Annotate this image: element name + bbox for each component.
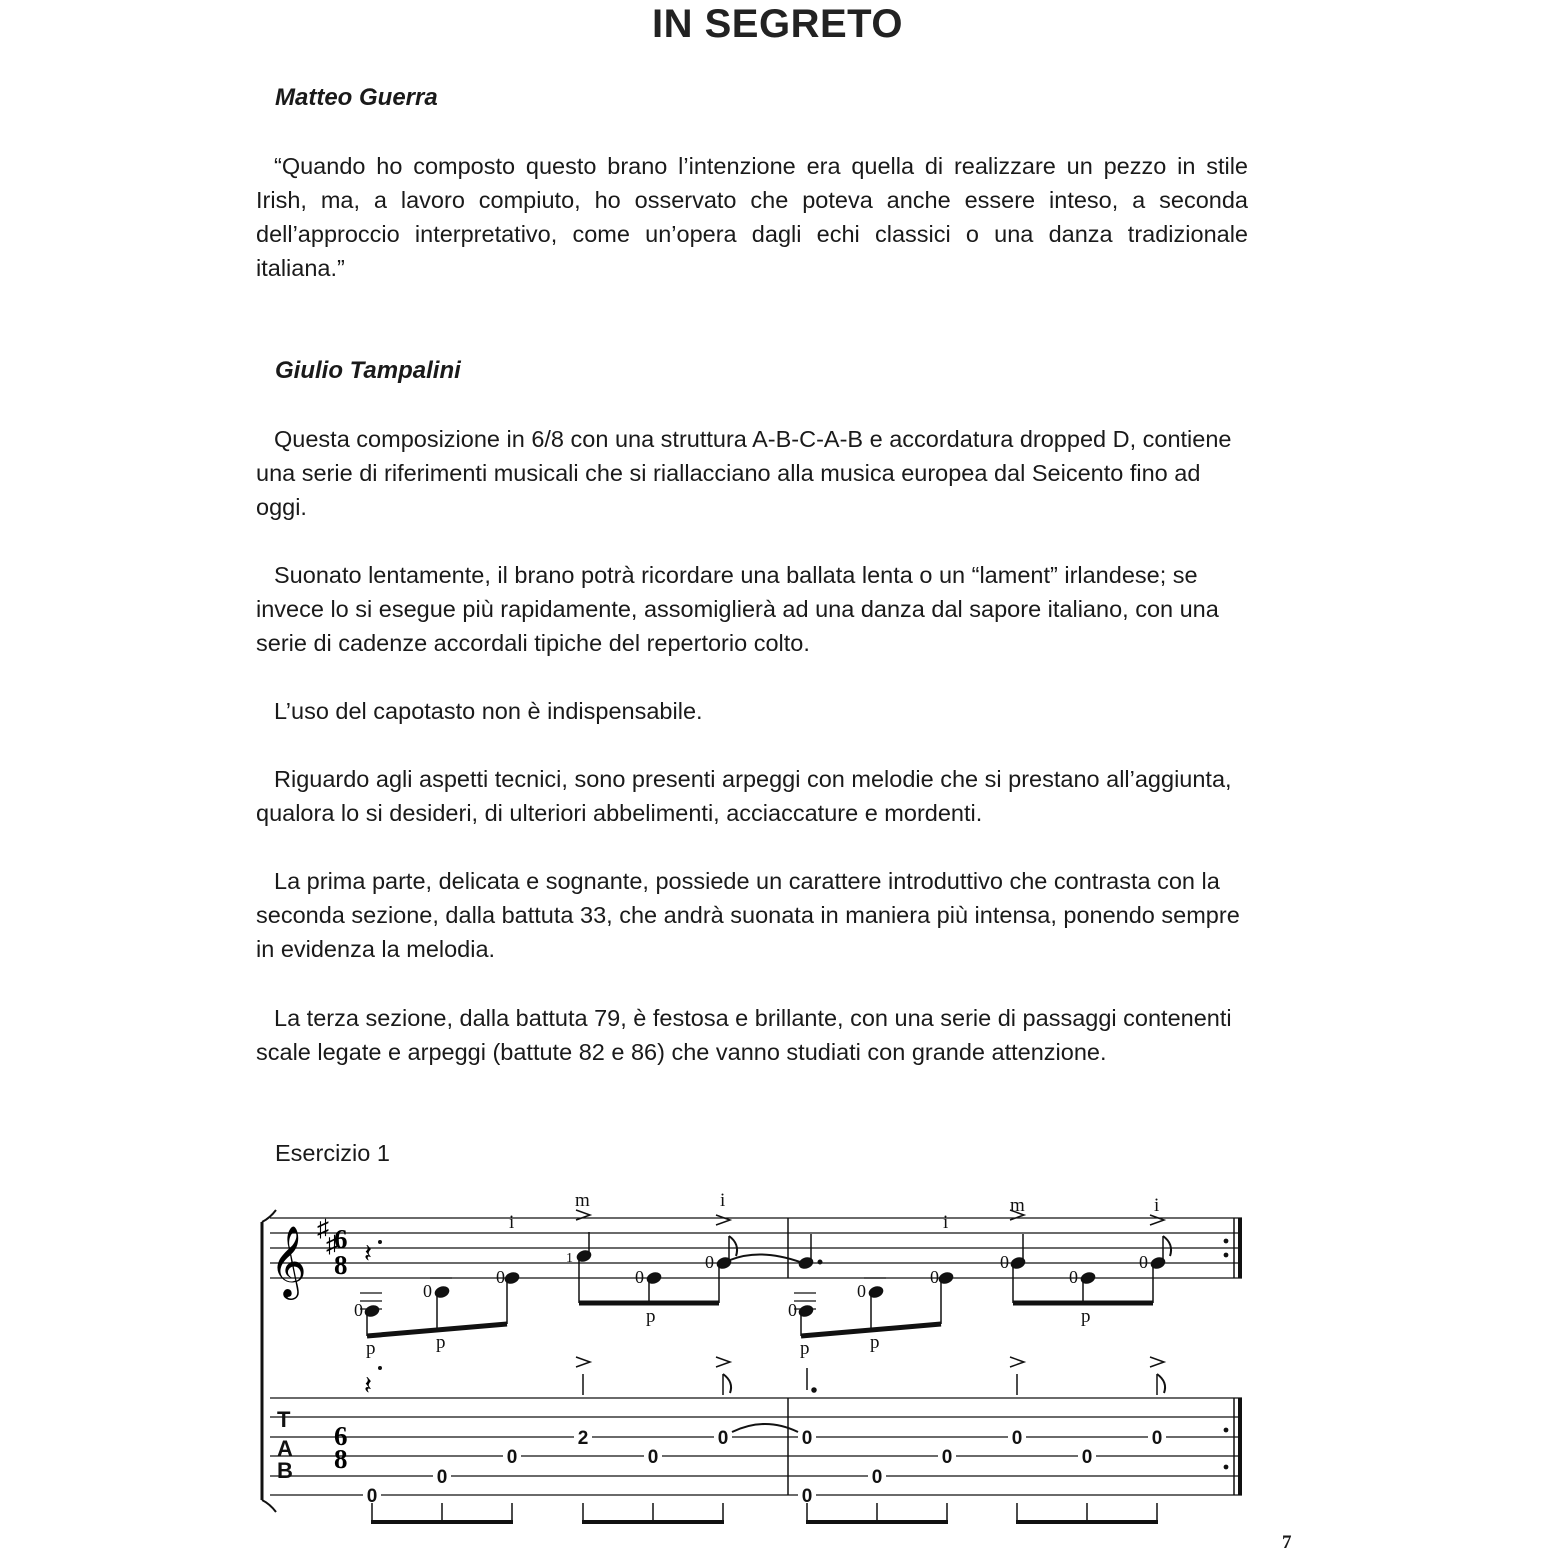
paragraph-text: Questa composizione in 6/8 con una struttura A-B-C-A-B e accordatura dropped D, contiene una serie di riferimenti musicali che si riallacciano alla musica europea dal Seicento fino ad oggi. bbox=[256, 426, 1232, 520]
tab-letter: T bbox=[277, 1407, 291, 1432]
fret-label: 0 bbox=[705, 1252, 714, 1272]
finger-p: p bbox=[436, 1332, 446, 1353]
dotted-quarter-rest-icon: 𝄽 bbox=[364, 1371, 372, 1400]
tab-fret-number: 0 bbox=[801, 1486, 813, 1507]
paragraph-text: “Quando ho composto questo brano l’intenzione era quella di realizzare un pezzo in stile Irish, ma, a lavoro compiuto, ho osservato che poteva anche essere inteso, a seconda dell’approccio interpretativo, come un’opera dagli echi classici o una danza tradizionale italiana.” bbox=[256, 153, 1248, 281]
fret-label: 0 bbox=[1139, 1252, 1148, 1272]
finger-p: p bbox=[1081, 1306, 1091, 1327]
fret-label: 0 bbox=[1069, 1267, 1078, 1287]
exercise-label: Esercizio 1 bbox=[275, 1140, 390, 1166]
fret-label: 0 bbox=[496, 1267, 505, 1287]
author-heading-guerra: Matteo Guerra bbox=[275, 84, 438, 111]
tab-time-signature-bottom: 8 bbox=[334, 1444, 348, 1474]
paragraph-text: Riguardo agli aspetti tecnici, sono presenti arpeggi con melodie che si prestano all’aggiunta, qualora lo si desideri, di ulteriori abbelimenti, acciaccature e mordenti. bbox=[256, 766, 1232, 826]
rest-dot bbox=[378, 1240, 382, 1244]
time-signature-bottom: 8 bbox=[334, 1250, 348, 1280]
finger-p: p bbox=[800, 1338, 810, 1359]
page-title: IN SEGRETO bbox=[652, 2, 903, 46]
fret-label: 0 bbox=[857, 1281, 866, 1301]
fret-label: 0 bbox=[635, 1267, 644, 1287]
tab-clef bbox=[277, 1407, 293, 1483]
tab-fret-number: 2 bbox=[577, 1428, 589, 1449]
fret-label: 0 bbox=[788, 1300, 797, 1320]
paragraph-text: La prima parte, delicata e sognante, possiede un carattere introduttivo che contrasta con la seconda sezione, dalla battuta 33, che andrà suonata in maniera più intensa, ponendo sempre in evidenza la melodia. bbox=[256, 868, 1240, 962]
sharp-f-icon: ♯ bbox=[317, 1216, 329, 1242]
tab-fret-number: 0 bbox=[647, 1447, 659, 1468]
treble-clef-icon: 𝄞 bbox=[270, 1228, 307, 1296]
paragraph-text: Suonato lentamente, il brano potrà ricordare una ballata lenta o un “lament” irlandese; se invece lo si esegue più rapidamente, assomiglierà ad una danza dal sapore italiano, con una serie di cadenze accordali tipiche del repertorio colto. bbox=[256, 562, 1219, 656]
finger-p: p bbox=[870, 1332, 880, 1353]
finger-m: m bbox=[575, 1190, 590, 1211]
tab-fret-number: 0 bbox=[941, 1447, 953, 1468]
tab-fret-number: 0 bbox=[801, 1428, 813, 1449]
repeat-dot bbox=[1224, 1239, 1229, 1244]
sharp-c-icon: ♯ bbox=[326, 1232, 338, 1258]
tab-staff bbox=[270, 1398, 1242, 1495]
finger-i: i bbox=[509, 1212, 515, 1233]
page-number: 7 bbox=[1282, 1532, 1292, 1553]
fret-label: 0 bbox=[930, 1267, 939, 1287]
tab-letter: B bbox=[277, 1458, 293, 1483]
standard-staff bbox=[270, 1218, 1242, 1278]
tab-fret-number: 0 bbox=[506, 1447, 518, 1468]
tab-fret-number: 0 bbox=[871, 1467, 883, 1488]
paragraph-text: La terza sezione, dalla battuta 79, è festosa e brillante, con una serie di passaggi contenenti scale legate e arpeggi (battute 82 e 86) che vanno studiati con grande attenzione. bbox=[256, 1005, 1232, 1065]
rest-dot bbox=[378, 1366, 382, 1370]
tab-fret-number: 0 bbox=[1081, 1447, 1093, 1468]
author-heading-tampalini: Giulio Tampalini bbox=[275, 357, 461, 384]
finger-labels-standard bbox=[354, 1190, 1159, 1359]
finger-i: i bbox=[1154, 1195, 1160, 1216]
repeat-dot bbox=[1224, 1253, 1229, 1258]
finger-i: i bbox=[720, 1190, 726, 1211]
dotted-quarter-rest-icon: 𝄽 bbox=[364, 1239, 372, 1268]
tab-fret-number: 0 bbox=[1151, 1428, 1163, 1449]
fret-label: 0 bbox=[423, 1281, 432, 1301]
time-signature-top: 6 bbox=[334, 1224, 348, 1254]
notes-measure-1-group-2 bbox=[576, 1232, 800, 1303]
fret-label: 1 bbox=[566, 1251, 573, 1266]
finger-i: i bbox=[943, 1212, 949, 1233]
finger-p: p bbox=[646, 1306, 656, 1327]
fret-label: 0 bbox=[354, 1300, 363, 1320]
fret-label: 0 bbox=[1000, 1252, 1009, 1272]
tab-rhythm-upper bbox=[583, 1368, 1165, 1395]
repeat-dot bbox=[1224, 1465, 1229, 1470]
finger-m: m bbox=[1010, 1195, 1025, 1216]
paragraph-text: L’uso del capotasto non è indispensabile. bbox=[274, 698, 703, 724]
tab-letter: A bbox=[277, 1436, 293, 1461]
tab-fret-number: 0 bbox=[1011, 1428, 1023, 1449]
tab-rhythm-lower bbox=[371, 1503, 1158, 1523]
tab-fret-number: 0 bbox=[366, 1486, 378, 1507]
tab-time-signature-top: 6 bbox=[334, 1421, 348, 1451]
tab-fret-number: 0 bbox=[717, 1428, 729, 1449]
tab-fret-number: 0 bbox=[436, 1467, 448, 1488]
repeat-dot bbox=[1224, 1428, 1229, 1433]
finger-p: p bbox=[366, 1338, 376, 1359]
